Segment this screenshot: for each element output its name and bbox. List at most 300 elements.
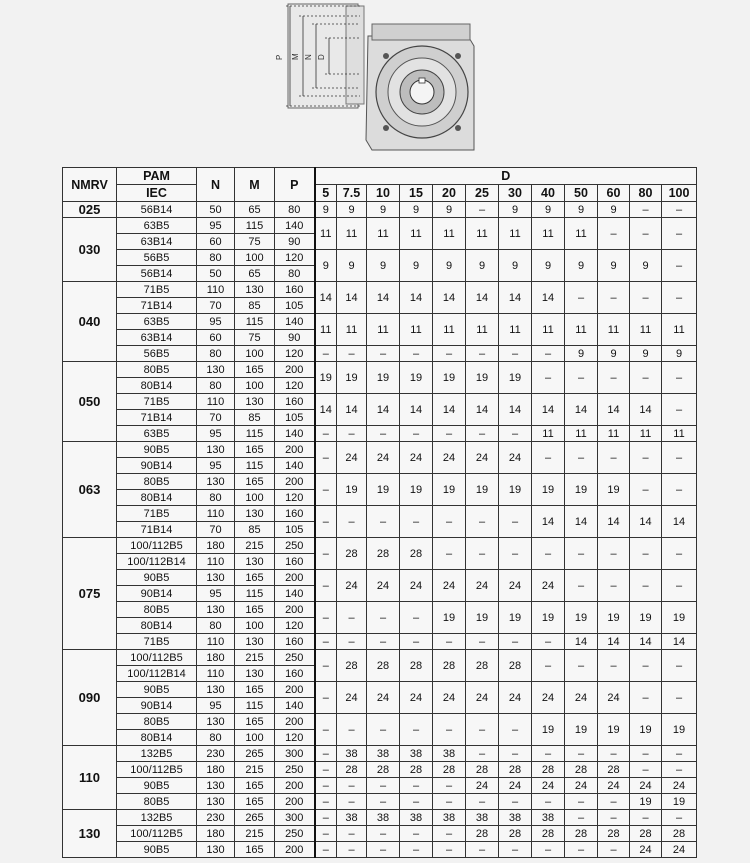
header-d-size: 15 bbox=[400, 185, 433, 202]
d-value-cell: – bbox=[662, 570, 697, 602]
d-value-cell: 28 bbox=[466, 826, 499, 842]
p-cell: 120 bbox=[275, 730, 315, 746]
d-value-cell: 19 bbox=[598, 602, 630, 634]
iec-cell: 90B5 bbox=[117, 570, 197, 586]
d-value-cell: – bbox=[367, 506, 400, 538]
table-body bbox=[63, 202, 697, 858]
iec-cell: 100/112B5 bbox=[117, 650, 197, 666]
d-value-cell: – bbox=[565, 650, 598, 682]
m-cell: 130 bbox=[235, 666, 275, 682]
d-value-cell: 19 bbox=[433, 474, 466, 506]
d-value-cell: 9 bbox=[466, 250, 499, 282]
p-cell: 160 bbox=[275, 282, 315, 298]
d-value-cell: – bbox=[400, 634, 433, 650]
d-value-cell: – bbox=[630, 282, 662, 314]
d-value-cell: 19 bbox=[499, 362, 532, 394]
d-value-cell: – bbox=[662, 682, 697, 714]
d-value-cell: – bbox=[499, 538, 532, 570]
m-cell: 165 bbox=[235, 474, 275, 490]
m-cell: 100 bbox=[235, 730, 275, 746]
d-value-cell: 9 bbox=[630, 250, 662, 282]
d-value-cell: 14 bbox=[337, 394, 367, 426]
table-row bbox=[63, 778, 697, 794]
d-value-cell: – bbox=[315, 826, 337, 842]
dim-label-p: P bbox=[275, 54, 284, 60]
d-value-cell: – bbox=[499, 842, 532, 858]
n-cell: 110 bbox=[197, 634, 235, 650]
n-cell: 180 bbox=[197, 762, 235, 778]
n-cell: 80 bbox=[197, 346, 235, 362]
table-row bbox=[63, 362, 697, 378]
d-value-cell: – bbox=[565, 570, 598, 602]
d-value-cell: – bbox=[433, 634, 466, 650]
d-value-cell: – bbox=[662, 394, 697, 426]
p-cell: 105 bbox=[275, 410, 315, 426]
d-value-cell: 38 bbox=[400, 746, 433, 762]
d-value-cell: 9 bbox=[565, 202, 598, 218]
p-cell: 200 bbox=[275, 714, 315, 730]
table-row bbox=[63, 650, 697, 666]
d-value-cell: – bbox=[630, 650, 662, 682]
d-value-cell: – bbox=[337, 778, 367, 794]
d-value-cell: 19 bbox=[565, 474, 598, 506]
d-value-cell: 9 bbox=[598, 346, 630, 362]
p-cell: 200 bbox=[275, 362, 315, 378]
n-cell: 70 bbox=[197, 522, 235, 538]
header-d-size: 25 bbox=[466, 185, 499, 202]
d-value-cell: 11 bbox=[499, 314, 532, 346]
d-value-cell: 24 bbox=[400, 682, 433, 714]
d-value-cell: – bbox=[630, 538, 662, 570]
d-value-cell: 19 bbox=[630, 794, 662, 810]
table-row bbox=[63, 250, 697, 266]
d-value-cell: 14 bbox=[433, 282, 466, 314]
d-value-cell: 24 bbox=[499, 682, 532, 714]
header-n: N bbox=[197, 168, 235, 202]
iec-cell: 71B5 bbox=[117, 506, 197, 522]
d-value-cell: – bbox=[337, 794, 367, 810]
d-value-cell: – bbox=[315, 506, 337, 538]
d-value-cell: – bbox=[337, 714, 367, 746]
d-value-cell: – bbox=[433, 778, 466, 794]
d-value-cell: 14 bbox=[598, 394, 630, 426]
d-value-cell: 28 bbox=[662, 826, 697, 842]
table-row bbox=[63, 538, 697, 554]
p-cell: 105 bbox=[275, 298, 315, 314]
d-value-cell: 14 bbox=[598, 506, 630, 538]
d-value-cell: 11 bbox=[400, 314, 433, 346]
d-value-cell: – bbox=[630, 746, 662, 762]
d-value-cell: – bbox=[630, 474, 662, 506]
dim-label-d: D bbox=[317, 54, 326, 60]
d-value-cell: – bbox=[367, 714, 400, 746]
d-value-cell: 11 bbox=[367, 314, 400, 346]
m-cell: 165 bbox=[235, 442, 275, 458]
model-cell: 025 bbox=[63, 202, 117, 218]
iec-cell: 56B5 bbox=[117, 346, 197, 362]
d-value-cell: 11 bbox=[598, 314, 630, 346]
d-value-cell: 9 bbox=[565, 250, 598, 282]
p-cell: 120 bbox=[275, 346, 315, 362]
d-value-cell: – bbox=[662, 442, 697, 474]
m-cell: 130 bbox=[235, 506, 275, 522]
header-d-size: 40 bbox=[532, 185, 565, 202]
n-cell: 110 bbox=[197, 394, 235, 410]
d-value-cell: 24 bbox=[598, 778, 630, 794]
d-value-cell: 38 bbox=[433, 810, 466, 826]
d-value-cell: 24 bbox=[337, 682, 367, 714]
d-value-cell: 14 bbox=[499, 282, 532, 314]
header-d-size: 10 bbox=[367, 185, 400, 202]
d-value-cell: 11 bbox=[630, 314, 662, 346]
m-cell: 165 bbox=[235, 842, 275, 858]
d-value-cell: – bbox=[565, 282, 598, 314]
table-row bbox=[63, 794, 697, 810]
d-value-cell: – bbox=[315, 346, 337, 362]
d-value-cell: 28 bbox=[565, 826, 598, 842]
d-value-cell: – bbox=[662, 810, 697, 826]
table-row bbox=[63, 218, 697, 234]
table-row bbox=[63, 746, 697, 762]
table-row bbox=[63, 682, 697, 698]
n-cell: 110 bbox=[197, 666, 235, 682]
table-header bbox=[63, 168, 697, 202]
d-value-cell: 14 bbox=[532, 506, 565, 538]
iec-cell: 80B5 bbox=[117, 794, 197, 810]
d-value-cell: 24 bbox=[565, 682, 598, 714]
table-row bbox=[63, 426, 697, 442]
model-cell: 075 bbox=[63, 538, 117, 650]
d-value-cell: 24 bbox=[466, 570, 499, 602]
d-value-cell: – bbox=[598, 218, 630, 250]
header-d-size: 80 bbox=[630, 185, 662, 202]
table-row bbox=[63, 634, 697, 650]
p-cell: 250 bbox=[275, 762, 315, 778]
d-value-cell: 28 bbox=[367, 650, 400, 682]
p-cell: 250 bbox=[275, 538, 315, 554]
d-value-cell: – bbox=[315, 602, 337, 634]
m-cell: 115 bbox=[235, 426, 275, 442]
m-cell: 165 bbox=[235, 714, 275, 730]
table-row bbox=[63, 602, 697, 618]
header-d-size: 50 bbox=[565, 185, 598, 202]
d-value-cell: – bbox=[630, 570, 662, 602]
iec-cell: 90B14 bbox=[117, 586, 197, 602]
d-value-cell: 14 bbox=[630, 506, 662, 538]
d-value-cell: 28 bbox=[499, 650, 532, 682]
d-value-cell: 19 bbox=[662, 794, 697, 810]
d-value-cell: 24 bbox=[433, 682, 466, 714]
n-cell: 130 bbox=[197, 682, 235, 698]
n-cell: 180 bbox=[197, 650, 235, 666]
d-value-cell: 38 bbox=[532, 810, 565, 826]
d-value-cell: – bbox=[630, 218, 662, 250]
d-value-cell: – bbox=[315, 634, 337, 650]
header-m: M bbox=[235, 168, 275, 202]
d-value-cell: 11 bbox=[499, 218, 532, 250]
d-value-cell: 14 bbox=[400, 282, 433, 314]
d-value-cell: 24 bbox=[630, 842, 662, 858]
iec-cell: 56B5 bbox=[117, 250, 197, 266]
d-value-cell: – bbox=[466, 634, 499, 650]
iec-cell: 71B14 bbox=[117, 298, 197, 314]
d-value-cell: 24 bbox=[466, 682, 499, 714]
d-value-cell: – bbox=[367, 778, 400, 794]
d-value-cell: – bbox=[630, 442, 662, 474]
d-value-cell: – bbox=[565, 442, 598, 474]
m-cell: 115 bbox=[235, 586, 275, 602]
d-value-cell: – bbox=[400, 506, 433, 538]
table-row bbox=[63, 842, 697, 858]
d-value-cell: – bbox=[315, 746, 337, 762]
d-value-cell: – bbox=[630, 202, 662, 218]
iec-cell: 63B5 bbox=[117, 426, 197, 442]
d-value-cell: – bbox=[400, 426, 433, 442]
p-cell: 160 bbox=[275, 634, 315, 650]
d-value-cell: 11 bbox=[598, 426, 630, 442]
d-value-cell: 19 bbox=[337, 474, 367, 506]
d-value-cell: 14 bbox=[630, 634, 662, 650]
m-cell: 215 bbox=[235, 538, 275, 554]
d-value-cell: 38 bbox=[433, 746, 466, 762]
m-cell: 75 bbox=[235, 234, 275, 250]
d-value-cell: 24 bbox=[499, 778, 532, 794]
table-row bbox=[63, 810, 697, 826]
table-row bbox=[63, 570, 697, 586]
d-value-cell: 24 bbox=[367, 570, 400, 602]
d-value-cell: – bbox=[400, 826, 433, 842]
header-pam: PAM bbox=[117, 168, 197, 185]
d-value-cell: 19 bbox=[598, 474, 630, 506]
header-d-size: 60 bbox=[598, 185, 630, 202]
table-row bbox=[63, 442, 697, 458]
d-value-cell: 11 bbox=[315, 218, 337, 250]
d-value-cell: 19 bbox=[565, 602, 598, 634]
d-value-cell: 24 bbox=[337, 442, 367, 474]
d-value-cell: – bbox=[630, 682, 662, 714]
p-cell: 300 bbox=[275, 810, 315, 826]
d-value-cell: 28 bbox=[337, 650, 367, 682]
iec-cell: 100/112B5 bbox=[117, 762, 197, 778]
d-value-cell: – bbox=[433, 714, 466, 746]
d-value-cell: 14 bbox=[367, 282, 400, 314]
d-value-cell: 19 bbox=[630, 602, 662, 634]
m-cell: 130 bbox=[235, 282, 275, 298]
n-cell: 50 bbox=[197, 202, 235, 218]
d-value-cell: – bbox=[337, 426, 367, 442]
m-cell: 100 bbox=[235, 618, 275, 634]
m-cell: 130 bbox=[235, 634, 275, 650]
m-cell: 85 bbox=[235, 410, 275, 426]
d-value-cell: 38 bbox=[367, 746, 400, 762]
d-value-cell: – bbox=[315, 682, 337, 714]
p-cell: 160 bbox=[275, 554, 315, 570]
d-value-cell: – bbox=[400, 794, 433, 810]
n-cell: 80 bbox=[197, 250, 235, 266]
iec-cell: 132B5 bbox=[117, 746, 197, 762]
table-row bbox=[63, 202, 697, 218]
d-value-cell: – bbox=[315, 714, 337, 746]
d-value-cell: – bbox=[466, 794, 499, 810]
d-value-cell: – bbox=[499, 426, 532, 442]
d-value-cell: 28 bbox=[565, 762, 598, 778]
header-d-size: 20 bbox=[433, 185, 466, 202]
iec-cell: 63B14 bbox=[117, 234, 197, 250]
d-value-cell: 24 bbox=[630, 778, 662, 794]
m-cell: 165 bbox=[235, 570, 275, 586]
n-cell: 110 bbox=[197, 282, 235, 298]
d-value-cell: 24 bbox=[367, 442, 400, 474]
n-cell: 110 bbox=[197, 554, 235, 570]
d-value-cell: 14 bbox=[315, 282, 337, 314]
d-value-cell: – bbox=[532, 650, 565, 682]
table-row bbox=[63, 346, 697, 362]
m-cell: 100 bbox=[235, 378, 275, 394]
iec-cell: 80B5 bbox=[117, 362, 197, 378]
p-cell: 200 bbox=[275, 682, 315, 698]
d-value-cell: – bbox=[367, 346, 400, 362]
d-value-cell: 38 bbox=[400, 810, 433, 826]
n-cell: 130 bbox=[197, 778, 235, 794]
header-d-size: 5 bbox=[315, 185, 337, 202]
m-cell: 130 bbox=[235, 394, 275, 410]
iec-cell: 100/112B5 bbox=[117, 826, 197, 842]
d-value-cell: 14 bbox=[532, 394, 565, 426]
d-value-cell: – bbox=[400, 714, 433, 746]
d-value-cell: 19 bbox=[466, 602, 499, 634]
d-value-cell: 11 bbox=[367, 218, 400, 250]
d-value-cell: 19 bbox=[499, 474, 532, 506]
n-cell: 130 bbox=[197, 442, 235, 458]
d-value-cell: – bbox=[598, 650, 630, 682]
d-value-cell: – bbox=[662, 746, 697, 762]
d-value-cell: – bbox=[315, 810, 337, 826]
d-value-cell: – bbox=[565, 794, 598, 810]
d-value-cell: – bbox=[433, 506, 466, 538]
d-value-cell: – bbox=[315, 842, 337, 858]
iec-cell: 71B14 bbox=[117, 522, 197, 538]
d-value-cell: – bbox=[565, 746, 598, 762]
d-value-cell: 19 bbox=[662, 602, 697, 634]
iec-cell: 100/112B14 bbox=[117, 554, 197, 570]
d-value-cell: 9 bbox=[315, 202, 337, 218]
d-value-cell: 19 bbox=[337, 362, 367, 394]
iec-cell: 90B5 bbox=[117, 842, 197, 858]
n-cell: 130 bbox=[197, 714, 235, 730]
d-value-cell: – bbox=[466, 538, 499, 570]
iec-cell: 80B14 bbox=[117, 618, 197, 634]
n-cell: 130 bbox=[197, 794, 235, 810]
d-value-cell: 28 bbox=[367, 538, 400, 570]
m-cell: 100 bbox=[235, 250, 275, 266]
p-cell: 140 bbox=[275, 458, 315, 474]
d-value-cell: – bbox=[532, 538, 565, 570]
d-value-cell: 11 bbox=[565, 426, 598, 442]
gearbox-drawing bbox=[268, 0, 480, 158]
d-value-cell: 19 bbox=[532, 714, 565, 746]
n-cell: 130 bbox=[197, 362, 235, 378]
iec-cell: 80B14 bbox=[117, 730, 197, 746]
n-cell: 110 bbox=[197, 506, 235, 522]
d-value-cell: – bbox=[315, 570, 337, 602]
m-cell: 165 bbox=[235, 362, 275, 378]
d-value-cell: 9 bbox=[433, 202, 466, 218]
d-value-cell: 38 bbox=[337, 746, 367, 762]
d-value-cell: 24 bbox=[532, 570, 565, 602]
gearbox-drawing-svg bbox=[268, 0, 480, 158]
d-value-cell: – bbox=[662, 474, 697, 506]
d-value-cell: – bbox=[367, 794, 400, 810]
d-value-cell: – bbox=[662, 362, 697, 394]
d-value-cell: – bbox=[598, 842, 630, 858]
d-value-cell: 14 bbox=[565, 506, 598, 538]
d-value-cell: – bbox=[466, 842, 499, 858]
p-cell: 200 bbox=[275, 778, 315, 794]
d-value-cell: – bbox=[565, 538, 598, 570]
model-cell: 130 bbox=[63, 810, 117, 858]
d-value-cell: – bbox=[565, 842, 598, 858]
d-value-cell: – bbox=[433, 346, 466, 362]
n-cell: 70 bbox=[197, 410, 235, 426]
header-p: P bbox=[275, 168, 315, 202]
iec-cell: 63B14 bbox=[117, 330, 197, 346]
d-value-cell: – bbox=[315, 650, 337, 682]
d-value-cell: – bbox=[315, 426, 337, 442]
d-value-cell: – bbox=[315, 538, 337, 570]
d-value-cell: – bbox=[532, 746, 565, 762]
d-value-cell: – bbox=[367, 634, 400, 650]
iec-cell: 100/112B5 bbox=[117, 538, 197, 554]
d-value-cell: 24 bbox=[400, 570, 433, 602]
p-cell: 250 bbox=[275, 826, 315, 842]
d-value-cell: 14 bbox=[466, 394, 499, 426]
iec-cell: 63B5 bbox=[117, 314, 197, 330]
d-value-cell: 11 bbox=[337, 314, 367, 346]
d-value-cell: 14 bbox=[662, 634, 697, 650]
d-value-cell: – bbox=[433, 826, 466, 842]
d-value-cell: 19 bbox=[400, 362, 433, 394]
d-value-cell: – bbox=[367, 602, 400, 634]
d-value-cell: – bbox=[499, 794, 532, 810]
d-value-cell: 19 bbox=[499, 602, 532, 634]
d-value-cell: 11 bbox=[630, 426, 662, 442]
d-value-cell: 11 bbox=[433, 218, 466, 250]
p-cell: 250 bbox=[275, 650, 315, 666]
d-value-cell: 24 bbox=[598, 682, 630, 714]
iec-cell: 80B14 bbox=[117, 378, 197, 394]
d-value-cell: 24 bbox=[565, 778, 598, 794]
d-value-cell: 24 bbox=[499, 570, 532, 602]
d-value-cell: 28 bbox=[466, 650, 499, 682]
p-cell: 80 bbox=[275, 202, 315, 218]
table-row bbox=[63, 314, 697, 330]
d-value-cell: – bbox=[337, 634, 367, 650]
n-cell: 95 bbox=[197, 458, 235, 474]
iec-cell: 100/112B14 bbox=[117, 666, 197, 682]
d-value-cell: – bbox=[598, 282, 630, 314]
d-value-cell: 24 bbox=[662, 842, 697, 858]
d-value-cell: 24 bbox=[466, 778, 499, 794]
d-value-cell: 11 bbox=[565, 314, 598, 346]
model-cell: 110 bbox=[63, 746, 117, 810]
d-value-cell: – bbox=[400, 778, 433, 794]
d-value-cell: – bbox=[433, 538, 466, 570]
d-value-cell: 28 bbox=[337, 538, 367, 570]
d-value-cell: 11 bbox=[662, 314, 697, 346]
d-value-cell: 24 bbox=[466, 442, 499, 474]
d-value-cell: – bbox=[598, 442, 630, 474]
d-value-cell: – bbox=[565, 810, 598, 826]
